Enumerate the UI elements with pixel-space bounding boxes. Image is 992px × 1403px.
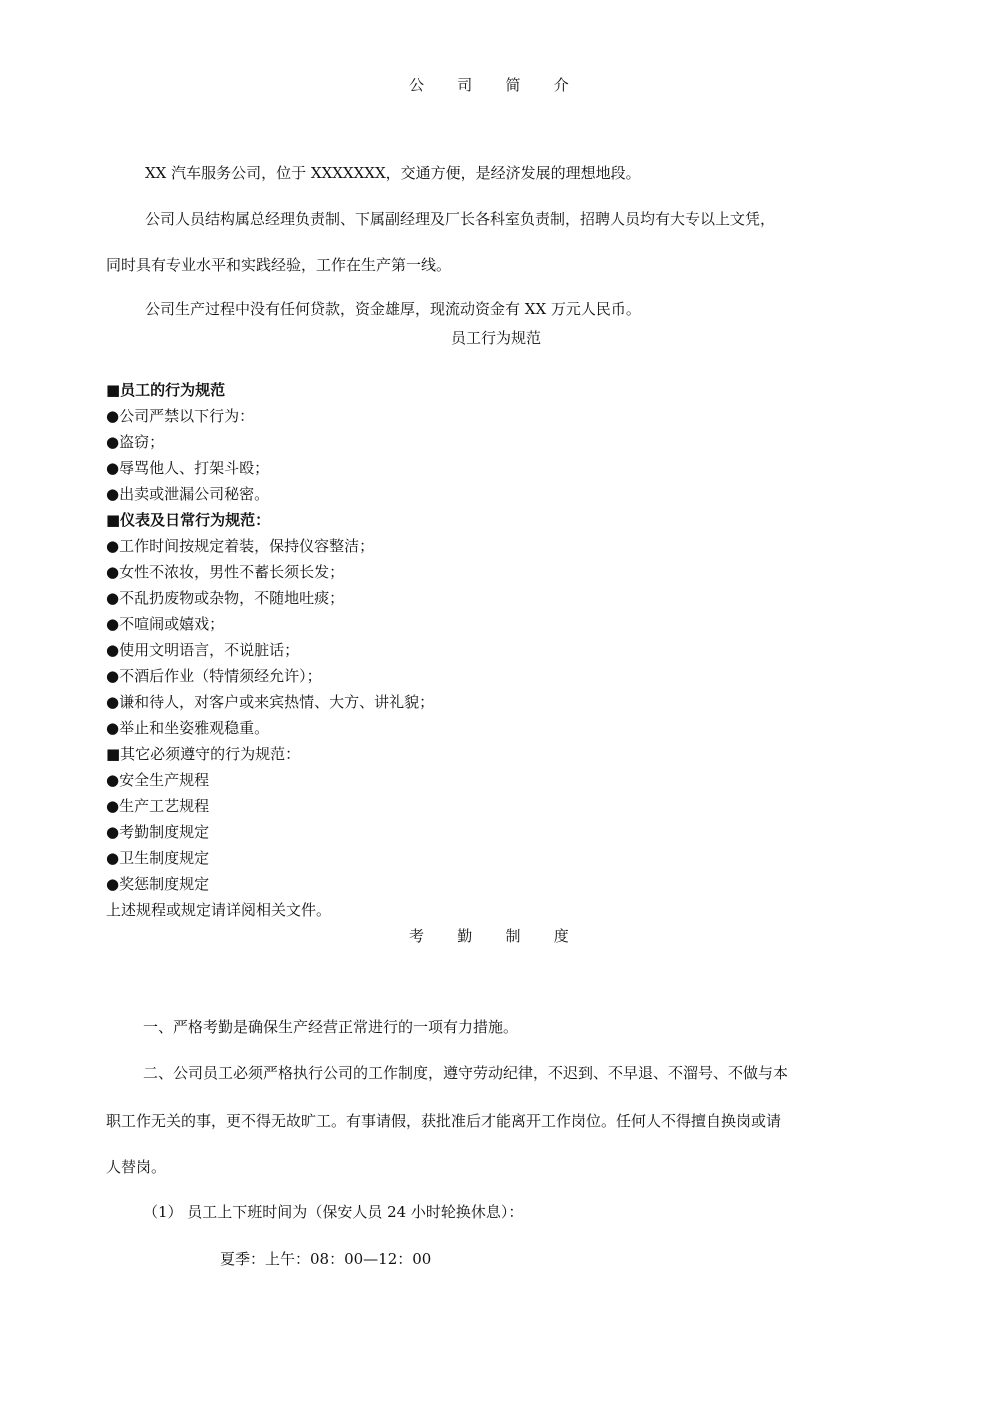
summer-hours: 夏季：上午：08：00—12：00 xyxy=(220,1250,432,1268)
intro-paragraph-2: 公司人员结构属总经理负责制、下属副经理及厂长各科室负责制，招聘人员均有大专以上文凭， xyxy=(145,210,776,228)
list-item: ●盗窃； xyxy=(106,433,165,451)
list-item: ●生产工艺规程 xyxy=(106,797,210,815)
list-item: ●工作时间按规定着装，保持仪容整洁； xyxy=(106,537,375,555)
list-item: ●公司严禁以下行为： xyxy=(106,407,255,425)
list-item: ●不酒后作业（特情须经允许）； xyxy=(106,667,322,685)
attendance-paragraph-2: 二、公司员工必须严格执行公司的工作制度，遵守劳动纪律，不迟到、不早退、不溜号、不做与本 xyxy=(143,1064,789,1082)
list-item: ●安全生产规程 xyxy=(106,771,210,789)
conduct-section-heading: ■仪表及日常行为规范： xyxy=(106,511,271,529)
conduct-note: 上述规程或规定请详阅相关文件。 xyxy=(106,901,332,919)
attendance-paragraph-1: 一、严格考勤是确保生产经营正常进行的一项有力措施。 xyxy=(143,1018,519,1036)
intro-paragraph-2-cont: 同时具有专业水平和实践经验，工作在生产第一线。 xyxy=(106,256,452,274)
intro-paragraph-3: 公司生产过程中没有任何贷款，资金雄厚，现流动资金有 XX 万元人民币。 xyxy=(145,300,641,318)
list-item: ●出卖或泄漏公司秘密。 xyxy=(106,485,270,503)
work-hours-item: （1） 员工上下班时间为（保安人员 24 小时轮换休息）： xyxy=(143,1203,524,1221)
list-item: ●不乱扔废物或杂物，不随地吐痰； xyxy=(106,589,345,607)
list-item: ●辱骂他人、打架斗殴； xyxy=(106,459,270,477)
list-item: ●卫生制度规定 xyxy=(106,849,210,867)
list-item: ●谦和待人，对客户或来宾热情、大方、讲礼貌； xyxy=(106,693,435,711)
conduct-section-heading: ■其它必须遵守的行为规范： xyxy=(106,745,301,763)
attendance-paragraph-2-cont: 职工作无关的事，更不得无故旷工。有事请假，获批准后才能离开工作岗位。任何人不得擅自换岗或请 xyxy=(106,1112,782,1130)
list-item: ●奖惩制度规定 xyxy=(106,875,210,893)
list-item: ●举止和坐姿雅观稳重。 xyxy=(106,719,270,737)
conduct-section-heading: ■员工的行为规范 xyxy=(106,381,226,399)
list-item: ●不喧闹或嬉戏； xyxy=(106,615,225,633)
conduct-title: 员工行为规范 xyxy=(450,329,541,347)
attendance-title: 考 勤 制 度 xyxy=(408,927,584,945)
list-item: ●女性不浓妆，男性不蓄长须长发； xyxy=(106,563,345,581)
intro-paragraph-1: XX 汽车服务公司，位于 XXXXXXX，交通方便，是经济发展的理想地段。 xyxy=(145,164,641,182)
attendance-paragraph-2-end: 人替岗。 xyxy=(106,1158,167,1176)
list-item: ●考勤制度规定 xyxy=(106,823,210,841)
list-item: ●使用文明语言，不说脏话； xyxy=(106,641,300,659)
company-intro-title: 公 司 简 介 xyxy=(408,76,584,94)
